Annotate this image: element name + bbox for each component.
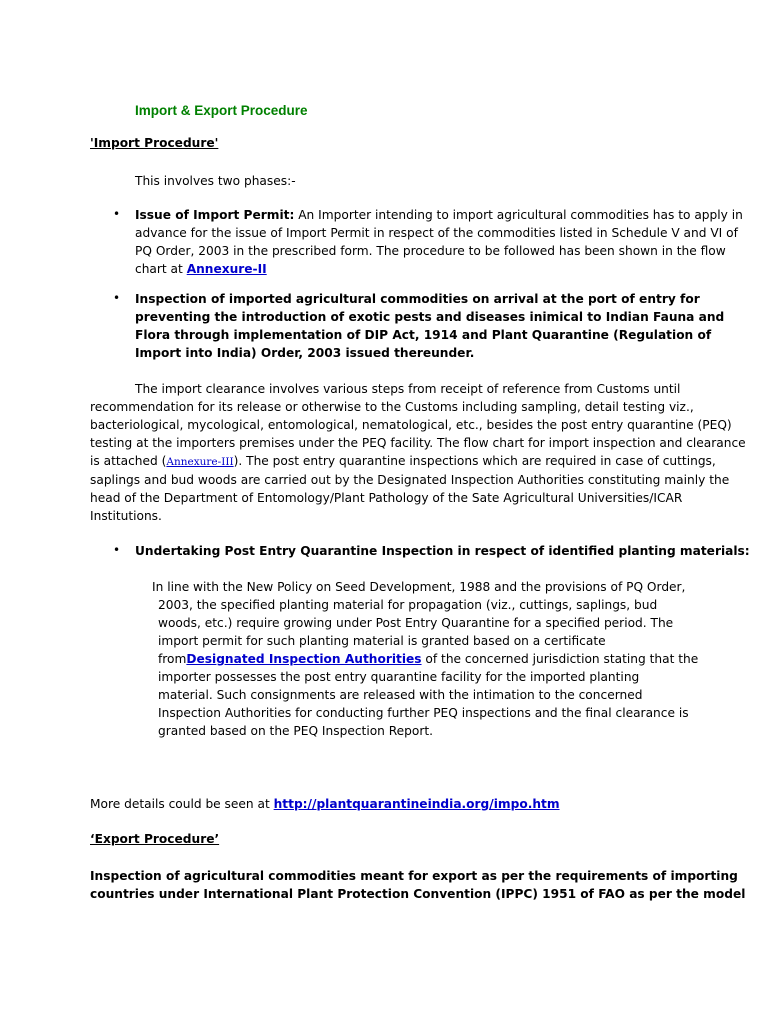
export-paragraph <box>90 867 745 903</box>
bullet-text: Import into India) Order, 2003 issued thereunder. <box>135 346 475 360</box>
bullet-marker: • <box>113 207 121 221</box>
intro-text: This involves two phases:- <box>135 174 296 188</box>
paragraph-line: saplings and bud woods are carried out by the Designated Inspection Authorities constituting mainly the <box>90 473 730 487</box>
bullet-text: chart at <box>135 262 187 276</box>
paragraph-line: woods, etc.) require growing under Post Entry Quarantine for a specified period. The <box>158 616 674 630</box>
paragraph-line: from <box>158 652 187 666</box>
paragraph-line: countries under International Plant Protection Convention (IPPC) 1951 of FAO as per the model <box>90 887 746 901</box>
bullet-text: preventing the introduction of exotic pests and diseases inimical to Indian Fauna and <box>135 310 725 324</box>
bullet-inspection <box>135 290 724 362</box>
paragraph-line: 2003, the specified planting material for propagation (viz., cuttings, saplings, bud <box>158 598 658 612</box>
peq-paragraph <box>152 578 698 740</box>
bullet-text: Inspection of imported agricultural commodities on arrival at the port of entry for <box>135 292 700 306</box>
page-title: Import & Export Procedure <box>135 103 308 118</box>
paragraph-line: In line with the New Policy on Seed Development, 1988 and the provisions of PQ Order, <box>152 580 686 594</box>
paragraph-line: of the concerned jurisdiction stating that the <box>421 652 699 666</box>
more-details-text: More details could be seen at <box>90 797 274 811</box>
paragraph-line: importer possesses the post entry quarantine facility for the imported planting <box>158 670 640 684</box>
paragraph-line: Institutions. <box>90 509 162 523</box>
paragraph-line: Inspection Authorities for conducting further PEQ inspections and the final clearance is <box>158 706 689 720</box>
paragraph-line: material. Such consignments are released with the intimation to the concerned <box>158 688 643 702</box>
paragraph-line: Inspection of agricultural commodities meant for export as per the requirements of importing <box>90 869 738 883</box>
bullet-text: PQ Order, 2003 in the prescribed form. The procedure to be followed has been shown in the flow <box>135 244 726 258</box>
export-procedure-heading: ‘Export Procedure’ <box>90 832 220 846</box>
paragraph-line: head of the Department of Entomology/Plant Pathology of the Sate Agricultural Universities/ICAR <box>90 491 683 505</box>
bullet-text: An Importer intending to import agricultural commodities has to apply in <box>294 208 743 222</box>
bullet-import-permit <box>135 206 743 278</box>
bullet-text: Flora through implementation of DIP Act, 1914 and Plant Quarantine (Regulation of <box>135 328 712 342</box>
paragraph-line: granted based on the PEQ Inspection Report. <box>158 724 434 738</box>
bullet-text: advance for the issue of Import Permit in respect of the commodities listed in Schedule V and VI of <box>135 226 738 240</box>
bullet-marker: • <box>113 543 121 557</box>
paragraph-line: bacteriological, mycological, entomological, nematological, etc., besides the post entry quarantine (PEQ) <box>90 418 732 432</box>
paragraph-line: is attached ( <box>90 454 167 468</box>
annexure-iii-link[interactable]: Annexure-III <box>166 456 234 468</box>
paragraph-line: import permit for such planting material is granted based on a certificate <box>158 634 606 648</box>
bullet-peq-inspection: Undertaking Post Entry Quarantine Inspection in respect of identified planting materials: <box>135 544 750 558</box>
plant-quarantine-link[interactable]: http://plantquarantineindia.org/impo.htm <box>273 797 560 811</box>
paragraph-line: recommendation for its release or otherwise to the Customs including sampling, detail testing viz., <box>90 400 694 414</box>
import-clearance-paragraph <box>90 380 746 525</box>
bullet-marker: • <box>113 291 121 305</box>
designated-authorities-link[interactable]: Designated Inspection Authorities <box>186 652 422 666</box>
paragraph-line: The import clearance involves various steps from receipt of reference from Customs until <box>135 382 681 396</box>
annexure-ii-link[interactable]: Annexure-II <box>186 262 267 276</box>
import-procedure-heading: 'Import Procedure' <box>90 136 219 150</box>
more-details <box>90 795 560 813</box>
bullet-label: Issue of Import Permit: <box>135 208 295 222</box>
paragraph-line: testing at the importers premises under the PEQ facility. The flow chart for import inspection and clearance <box>90 436 746 450</box>
paragraph-line: ). The post entry quarantine inspections which are required in case of cuttings, <box>233 454 716 468</box>
